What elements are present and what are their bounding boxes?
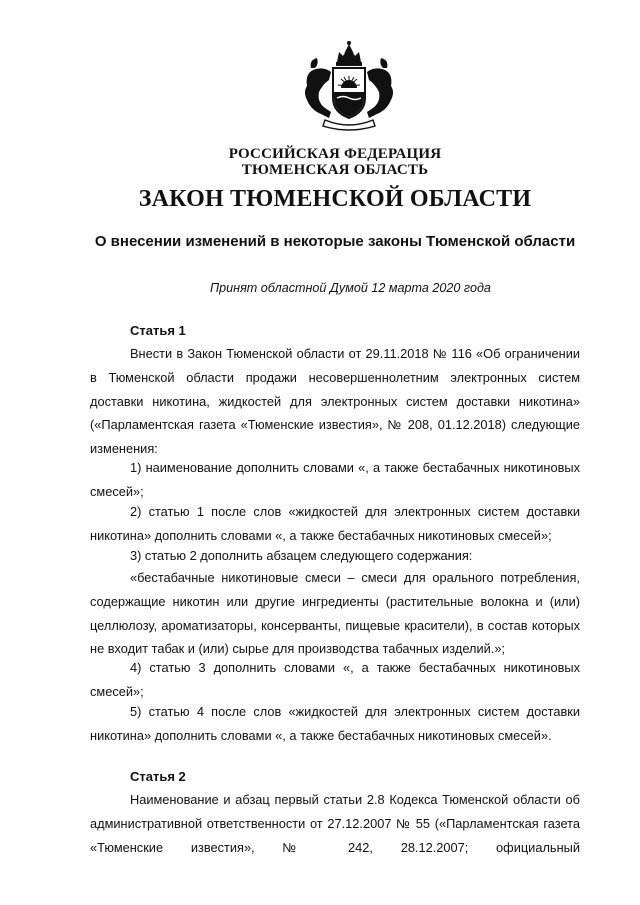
article-1-item-3: 3) статью 2 дополнить абзацем следующего содержания: [130,548,473,563]
article-1-item-4: 4) статью 3 дополнить словами «, а также бестабачных никотиновых смесей»; [90,660,580,699]
law-subtitle: О внесении изменений в некоторые законы Тюменской области [94,233,576,250]
article-1-item-2: 2) статью 1 после слов «жидкостей для электронных систем доставки никотина» дополнить словами «, а также бестабачных никотиновых смесей»; [90,504,580,543]
country-name: РОССИЙСКАЯ ФЕДЕРАЦИЯ [228,146,442,162]
region-name: ТЮМЕНСКАЯ ОБЛАСТЬ [241,162,429,178]
article-1-intro: Внести в Закон Тюменской области от 29.11.2018 № 116 «Об ограничении в Тюменской области продажи несовершеннолетним электронных систем доставки никотина, жидкостей для электронных систем доставки никотина» («Парламентская газета «Тюменские известия», № 208, 01.12.2018) следующие изменения: [90,346,580,457]
adoption-note: Принят областной Думой 12 марта 2020 года [210,281,491,295]
article-2-heading: Статья 2 [130,769,186,784]
article-1-item-5: 5) статью 4 после слов «жидкостей для электронных систем доставки никотина» дополнить словами «, а также бестабачных никотиновых смесей». [90,704,580,743]
article-1-item-1: 1) наименование дополнить словами «, а также бестабачных никотиновых смесей»; [90,460,580,499]
tyumen-oblast-coat-of-arms-icon [295,40,403,132]
article-1-definition: «бестабачные никотиновые смеси – смеси для орального потребления, содержащие никотин или другие ингредиенты (растительные волокна и (или) целлюлозу, ароматизаторы, консерванты, пищевые красители), в состав которых не входит табак и (или) сырье для производства табачных изделий.»; [90,570,580,657]
law-title: ЗАКОН ТЮМЕНСКОЙ ОБЛАСТИ [138,186,532,212]
article-1-heading: Статья 1 [130,323,186,338]
article-2-text: Наименование и абзац первый статьи 2.8 Кодекса Тюменской области об административной ответственности от 27.12.2007 № 55 («Парламентская газета «Тюменские известия», № 242, 28.12.2007; официальный [90,792,580,855]
